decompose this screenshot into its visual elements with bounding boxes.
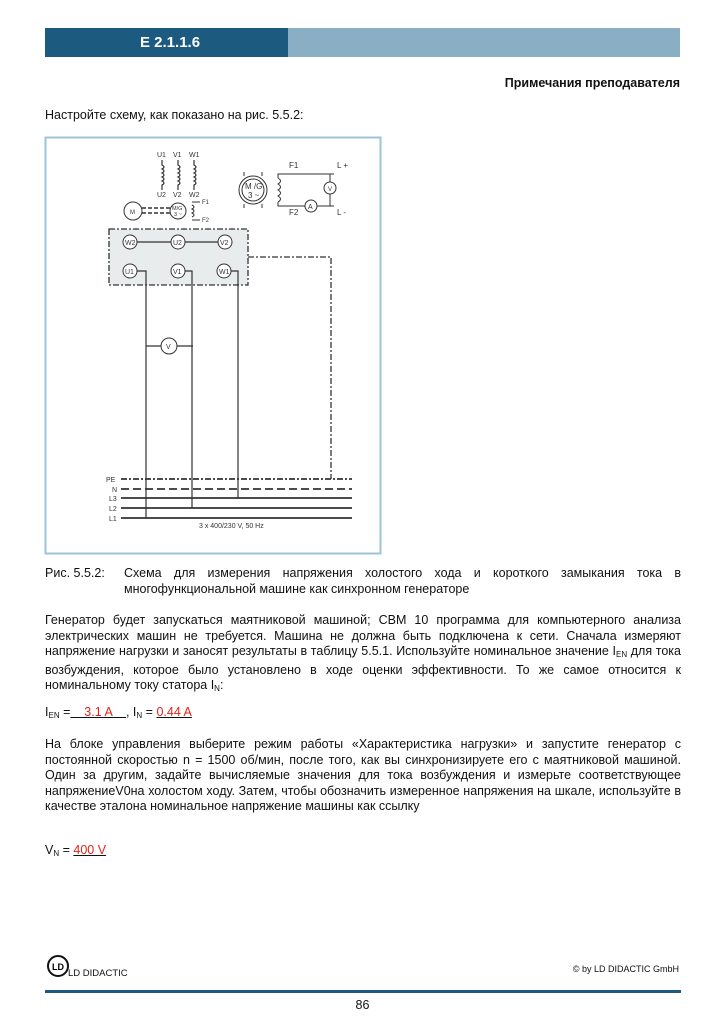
diagram-label: M/G [172,206,183,212]
intro-text: Настройте схему, как показано на рис. 5.5.2: [45,108,304,122]
figure-number: Рис. 5.5.2: [45,566,105,580]
diagram-label: L + [337,161,349,170]
diagram-label: U2 [173,240,182,247]
diagram-label: U1 [125,269,134,276]
subscript: N [136,711,143,720]
subscript: EN [48,711,60,720]
voltage-value: $V_N = 400$ V [45,843,107,858]
current-values: $I_{EN}$ = 3.1 A , $I_N = 0.44$ A [45,705,192,720]
vn-value: 400 V [73,843,107,857]
diagram-label: F1 [202,200,210,206]
teacher-notes-title: Примечания преподавателя [504,76,680,90]
diagram-label: 3 x 400/230 V, 50 Hz [199,523,264,530]
footer-divider [45,990,681,993]
paragraph-1: Генератор будет запускаться маятниковой машиной; CBM 10 программа для компьютерного анализа электрических машин не требуется. Машина не должна быть подключена к сети. Сначала измеряют напряжение нагрузки и заносят результаты в таблицу 5.5.1. Используйте номинальное значение $I_{EN}$ для тока возбуждения, которое было установлено в ходе оценки эффективности. То же самое относится к номинальному току статора $I_N$: [45,613,681,693]
diagram-label: M [130,210,135,216]
diagram-label: V [328,187,333,193]
diagram-label: V1 [173,152,182,159]
diagram-label: 3 ~ [174,212,182,218]
in-value: 0.44 A [156,705,192,719]
diagram-label: V2 [220,240,229,247]
page-number: 86 [355,998,370,1012]
brand-name: LD DIDACTIC [68,968,128,979]
diagram-label: W1 [219,269,230,276]
figure-caption: Схема для измерения напряжения холостого хода и короткого замыкания тока в многофункциональной машине как синхронном генераторе [124,566,681,596]
diagram-label: U2 [157,192,166,199]
diagram-label: V2 [173,192,182,199]
diagram-label: W1 [189,152,200,159]
diagram-label: U1 [157,152,166,159]
section-code: E 2.1.1.6 [140,34,201,51]
svg-text:LD: LD [52,962,64,972]
diagram-label: L3 [109,496,117,503]
diagram-label: W2 [125,240,136,247]
diagram-label: W2 [189,192,200,199]
diagram-label: F1 [289,161,299,170]
subscript: N [214,684,220,693]
diagram-label: M /G [245,182,263,191]
diagram-label: A [308,204,313,211]
diagram-label: 3 ~ [248,191,260,200]
diagram-label: L1 [109,516,117,523]
diagram-label: F2 [289,208,299,217]
diagram-label: F2 [202,218,210,224]
paragraph-2: На блоке управления выберите режим работы «Характеристика нагрузки» и запустите генератор с постоянной скоростью n = 1500 об/мин, после того, как вы синхронизируете его с маятниковой машиной. Один за другим, задайте вычисляемые значения для тока возбуждения и измерьте соответствующее напряжениеV0на холостом ходу. Затем, чтобы обозначить измеренное напряжения на шкале, используйте в качестве эталона номинальное напряжение машины как ссылку [45,737,681,813]
copyright: © by LD DIDACTIC GmbH [572,964,679,974]
diagram-label: PE [106,477,116,484]
diagram-label: V1 [173,269,182,276]
diagram-label: L2 [109,506,117,513]
diagram-label: N [112,487,118,494]
diagram-label: V [166,344,171,351]
diagram-label: L - [337,208,347,217]
subscript: EN [615,650,628,659]
subscript: N [53,849,60,858]
ien-value: 3.1 A [70,705,126,719]
